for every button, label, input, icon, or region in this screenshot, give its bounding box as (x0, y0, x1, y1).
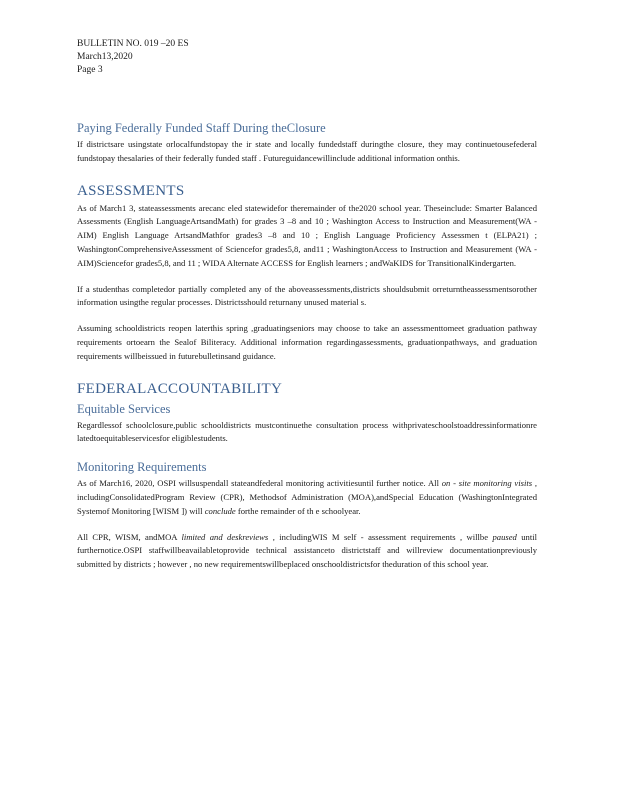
italic-text-run: on - site monitoring visits (441, 478, 533, 489)
paragraph-assessments-3: Assuming schooldistricts reopen laterthis spring ,graduatingseniors may choose to take an assessmenttomeet graduation pathway requirements ortoearn the Sealof Biliteracy. Additional information regardingassessments, graduationpathways, and graduation requirements willbeissued in futurebulletinsand guidance. (77, 323, 537, 361)
italic-text-run: paused (492, 531, 517, 542)
text-run: As of March16, 2020, OSPI willsuspendall stateandfederal monitoring activitiesuntil further notice. All (77, 478, 442, 489)
subsection-title-monitoring: Monitoring Requirements (77, 460, 207, 475)
paragraph-equitable-services: Regardlessof schoolclosure,public schooldistricts mustcontinuethe consultation process withprivateschoolstoaddressinformationre latedtoequitableservicesfor eligiblestudents. (77, 419, 537, 444)
bulletin-header (77, 38, 537, 77)
page-number: Page 3 (77, 65, 103, 75)
paragraph-assessments-2: If a studenthas completedor partially completed any of the aboveassessments,districts shouldsubmit orreturntheassessmentsorother information usingthe regular processes. Districtsshould returnany unused material s. (77, 283, 537, 308)
paragraph-monitoring-1 (77, 477, 537, 518)
text-run: , includingConsolidatedProgram Review (CPR), Methodsof Administration (MOA),andSpecial Education (WashingtonIntegrated Systemof Monitoring [WISM ]) will (77, 478, 537, 516)
paragraph-assessments-1: As of March1 3, stateassessments arecanc eled statewidefor theremainder of the2020 school year. Theseinclude: Smarter Balanced Assessments (English LanguageArtsandMath) for grades 3 –8 and 10 ; Washington Access to Instruction and Measurement(WA - AIM) English Language ArtsandMathfor grades3 –8 and 10 ; English Language Proficiency Assessmen t (ELPA21) ; WashingtonComprehensiveAssessment of Sciencefor grades5,8, and11 ; WashingtonAccess to Instruction and Measurement (WA - AIM)Sciencefor grades5,8, and 11 ; WIDA Alternate ACCESS for English learners ; andWaKIDS for TransitionalKindergarten. (77, 202, 537, 268)
section-heading-assessments: ASSESSMENTS (77, 182, 185, 199)
text-run: forthe remainder of th e schoolyear. (235, 505, 361, 516)
subsection-title-equitable-services: Equitable Services (77, 401, 171, 416)
bulletin-number: BULLETIN NO. 019 –20 ES (77, 39, 189, 49)
section-title-paying-staff: Paying Federally Funded Staff During theClosure (77, 121, 326, 135)
text-run: until furthernotice.OSPI staffwillbeavailabletoprovide technical assistanceto districtstaff and willreview documentationpreviously submitted by districts ; however , no new requirementswillbeplaced onschooldistrictsfor theduration of this school year. (77, 531, 538, 570)
text-run: , includingWIS M self - assessment requirements , willbe (268, 531, 493, 542)
bulletin-date: March13,2020 (77, 52, 133, 62)
italic-text-run: limited and deskreviews (181, 531, 269, 542)
italic-text-run: conclude (204, 505, 236, 516)
paragraph-monitoring-2 (77, 531, 537, 572)
document-page (77, 38, 537, 572)
section-heading-federal-accountability: FEDERALACCOUNTABILITY (77, 380, 283, 397)
paragraph-paying-staff: If districtsare usingstate orlocalfundstopay the ir state and locally fundedstaff duringthe closure, they may continuetousefederal fundstopay thesalaries of their federally funded staff . Futureguidancewillinclude additional information onthis. (77, 139, 537, 163)
text-run: All CPR, WISM, andMOA (77, 531, 182, 542)
